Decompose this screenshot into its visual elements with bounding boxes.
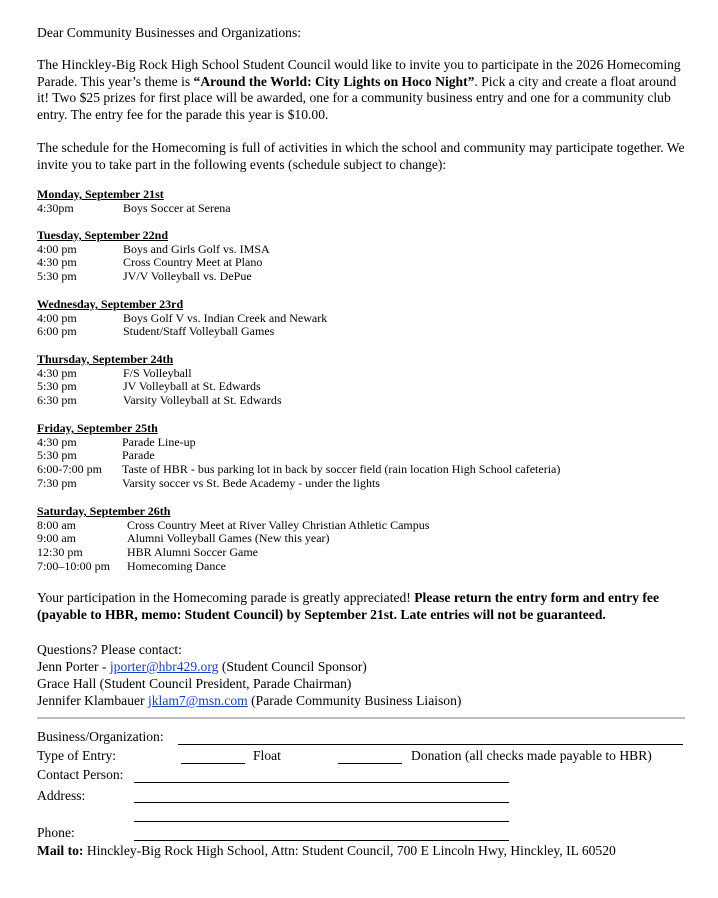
event-row — [37, 367, 687, 381]
event-row — [37, 380, 687, 394]
event-desc: Boys Soccer at Serena — [123, 200, 231, 215]
event-time: 4:30 pm — [37, 365, 77, 380]
address-field-line-2[interactable] — [134, 821, 509, 822]
schedule-day — [37, 505, 687, 573]
theme-text: “Around the World: City Lights on Hoco Night” — [193, 73, 475, 89]
event-time: 6:00 pm — [37, 324, 77, 339]
phone-label: Phone: — [37, 825, 75, 840]
event-row — [37, 463, 687, 477]
mail-address: Hinckley-Big Rock High School, Attn: Student Council, 700 E Lincoln Hwy, Hinckley, IL 60520 — [83, 843, 616, 858]
event-time: 4:30 pm — [37, 434, 77, 449]
schedule-day — [37, 188, 687, 215]
contact-role: (Parade Community Business Liaison) — [247, 693, 462, 708]
event-time: 8:00 am — [37, 517, 76, 532]
event-desc: Parade — [122, 448, 155, 463]
day-heading: Saturday, September 26th — [37, 504, 171, 518]
address-label: Address: — [37, 788, 86, 803]
event-time: 6:30 pm — [37, 392, 77, 407]
day-heading: Friday, September 25th — [37, 421, 158, 435]
address-field-line-1[interactable] — [134, 802, 509, 803]
schedule-day — [37, 229, 687, 284]
event-desc: Taste of HBR - bus parking lot in back by soccer field (rain location High School cafeteria) — [122, 461, 561, 476]
business-label: Business/Organization: — [37, 729, 164, 744]
donation-checkbox-line[interactable] — [338, 763, 402, 764]
event-row — [37, 532, 687, 546]
event-row — [37, 436, 687, 450]
event-desc: HBR Alumni Soccer Game — [127, 544, 258, 559]
float-checkbox-line[interactable] — [181, 763, 245, 764]
event-time: 4:00 pm — [37, 310, 77, 325]
event-desc: Parade Line-up — [122, 434, 196, 449]
event-row — [37, 477, 687, 491]
event-row — [37, 256, 687, 270]
contact-name: Jenn Porter - — [37, 659, 110, 674]
event-desc: JV Volleyball at St. Edwards — [123, 379, 261, 394]
day-heading: Wednesday, September 23rd — [37, 297, 184, 311]
schedule-day — [37, 353, 687, 408]
contact-name: Jennifer Klambauer — [37, 693, 148, 708]
schedule-day — [37, 298, 687, 339]
event-row — [37, 449, 687, 463]
mail-to-label: Mail to: — [37, 843, 84, 858]
contacts — [37, 641, 461, 709]
event-row — [37, 394, 687, 408]
event-time: 4:30 pm — [37, 255, 77, 270]
closing-text: Your participation in the Homecoming parade is greatly appreciated! — [37, 590, 415, 605]
event-desc: Homecoming Dance — [127, 558, 226, 573]
day-heading: Monday, September 21st — [37, 187, 164, 201]
day-heading: Thursday, September 24th — [37, 352, 174, 366]
phone-field[interactable] — [134, 840, 509, 841]
donation-option-label: Donation (all checks made payable to HBR) — [411, 748, 652, 763]
event-desc: Student/Staff Volleyball Games — [123, 324, 275, 339]
event-time: 4:30pm — [37, 200, 74, 215]
contact-line: Grace Hall (Student Council President, Parade Chairman) — [37, 676, 352, 691]
event-time: 7:30 pm — [37, 475, 77, 490]
event-time: 4:00 pm — [37, 241, 77, 256]
event-desc: Cross Country Meet at River Valley Christian Athletic Campus — [127, 517, 430, 532]
intro-paragraph — [37, 57, 685, 123]
closing-paragraph — [37, 590, 685, 623]
contact-email-link[interactable]: jklam7@msn.com — [147, 693, 248, 708]
intro-text-2: . Pick a city and create a float around it! Two $25 prizes for first place will be awarded, one for a community business entry and one for a community club entry. The entry fee for the parade this year is $10.00. — [37, 73, 677, 122]
event-row — [37, 270, 687, 284]
event-row — [37, 243, 687, 257]
schedule-intro: The schedule for the Homecoming is full of activities in which the school and community may participate together. We invite you to take part in the following events (schedule subject to change): — [37, 140, 685, 172]
mail-to-line — [37, 843, 616, 859]
event-row — [37, 312, 687, 326]
event-desc: Boys Golf V vs. Indian Creek and Newark — [123, 310, 328, 325]
event-desc: Alumni Volleyball Games (New this year) — [127, 531, 330, 546]
event-time: 12:30 pm — [37, 544, 83, 559]
event-desc: Cross Country Meet at Plano — [123, 255, 263, 270]
event-time: 5:30 pm — [37, 379, 77, 394]
contact-email-link[interactable]: jporter@hbr429.org — [109, 659, 219, 674]
float-option-label: Float — [253, 748, 281, 763]
divider — [37, 717, 685, 719]
event-time: 5:30 pm — [37, 448, 77, 463]
contact-line — [37, 658, 461, 675]
event-row — [37, 546, 687, 560]
contact-person-label: Contact Person: — [37, 767, 124, 782]
business-field[interactable] — [178, 744, 683, 745]
contact-role: (Student Council Sponsor) — [218, 659, 367, 674]
event-row — [37, 325, 687, 339]
event-desc: JV/V Volleyball vs. DePue — [123, 268, 252, 283]
event-desc: Boys and Girls Golf vs. IMSA — [123, 241, 270, 256]
entry-type-label: Type of Entry: — [37, 748, 117, 763]
event-row — [37, 560, 687, 574]
contact-person-field[interactable] — [134, 782, 509, 783]
event-desc: Varsity soccer vs St. Bede Academy - under the lights — [122, 475, 380, 490]
event-row — [37, 519, 687, 533]
day-heading: Tuesday, September 22nd — [37, 228, 169, 242]
event-time: 9:00 am — [37, 531, 76, 546]
schedule-day — [37, 422, 687, 490]
greeting: Dear Community Businesses and Organizations: — [37, 25, 302, 40]
event-row — [37, 202, 687, 216]
event-time: 5:30 pm — [37, 268, 77, 283]
event-time: 7:00–10:00 pm — [37, 558, 111, 573]
event-desc: Varsity Volleyball at St. Edwards — [123, 392, 282, 407]
contacts-heading: Questions? Please contact: — [37, 642, 182, 657]
event-time: 6:00-7:00 pm — [37, 461, 102, 476]
contact-line — [37, 692, 461, 709]
event-desc: F/S Volleyball — [123, 365, 192, 380]
closing-bold-text: Please return the entry form and entry fee (payable to HBR, memo: Student Council) by September 21st. Late entries will not be guaranteed. — [37, 590, 659, 622]
intro-text: The Hinckley-Big Rock High School Student Council would like to invite you to participate in the 2026 Homecoming Parade. This year’s theme is — [37, 57, 681, 89]
